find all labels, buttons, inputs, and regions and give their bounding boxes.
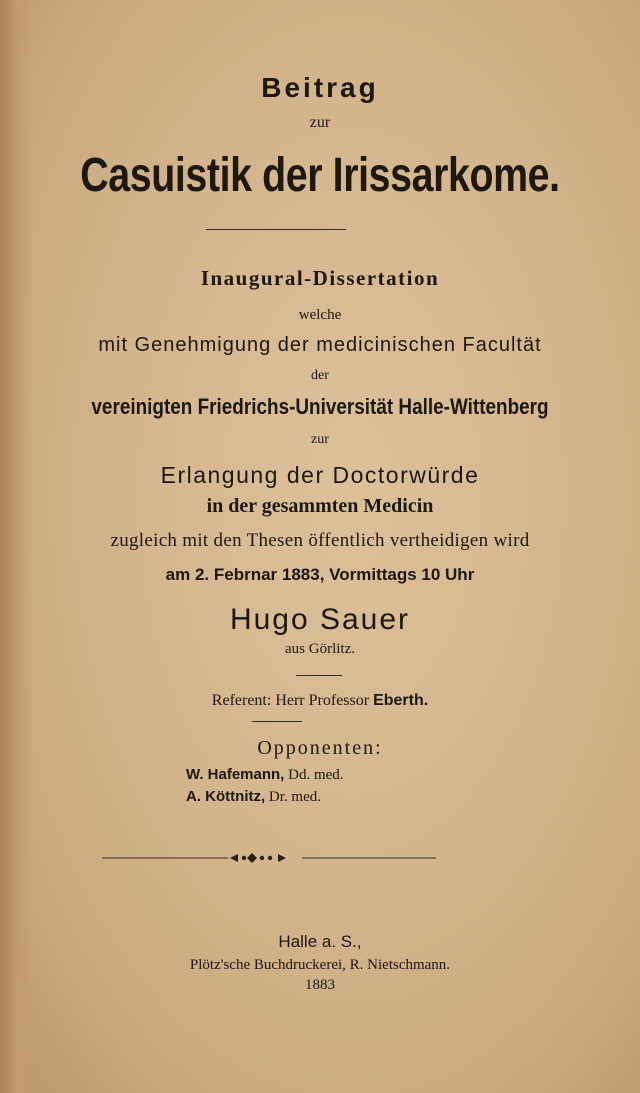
opponenten-heading: Opponenten: [257,737,383,759]
author-name: Hugo Sauer [229,603,411,636]
author-origin: aus Görlitz. [285,641,355,657]
zur-line-2: zur [311,432,329,447]
welche-line: welche [298,307,342,323]
date-line: am 2. Febrnar 1883, Vormittags 10 Uhr [165,565,475,584]
university-line: vereinigten Friedrichs-Universität Halle-Wittenberg [91,394,549,419]
genehmigung-line: mit Genehmigung der medicinischen Facultät [98,334,542,356]
divider-rule-short-2 [252,721,302,722]
opponent-name: W. Hafemann, [186,766,285,783]
opponent-title: Dr. med. [268,789,321,805]
der-line: der [311,368,329,383]
opponent-row [186,766,344,784]
divider-rule-top [206,229,346,230]
zur-line-1: zur [309,114,331,131]
beitrag-heading: Beitrag [261,72,379,103]
divider-rule-short-1 [296,675,342,676]
zugleich-line: zugleich mit den Thesen öffentlich vertheidigen wird [110,530,530,551]
referent-label: Referent: Herr Professor [211,692,370,709]
referent-line [0,692,640,710]
gesammten-medicin-line: in der gesammten Medicin [206,495,434,517]
opponent-row [186,788,321,806]
erlangung-line: Erlangung der Doctorwürde [160,462,480,488]
place-line: Halle a. S., [278,932,362,951]
ornament-divider [102,851,436,865]
dissertation-heading: Inaugural-Dissertation [200,266,440,290]
year-line: 1883 [305,977,335,993]
printer-line: Plötz'sche Buchdruckerei, R. Nietschmann. [189,957,451,973]
opponent-name: A. Köttnitz, [186,788,266,805]
main-title: Casuistik der Irissarkome. [80,149,560,202]
referent-name: Eberth. [373,692,429,709]
opponent-title: Dd. med. [288,767,344,783]
